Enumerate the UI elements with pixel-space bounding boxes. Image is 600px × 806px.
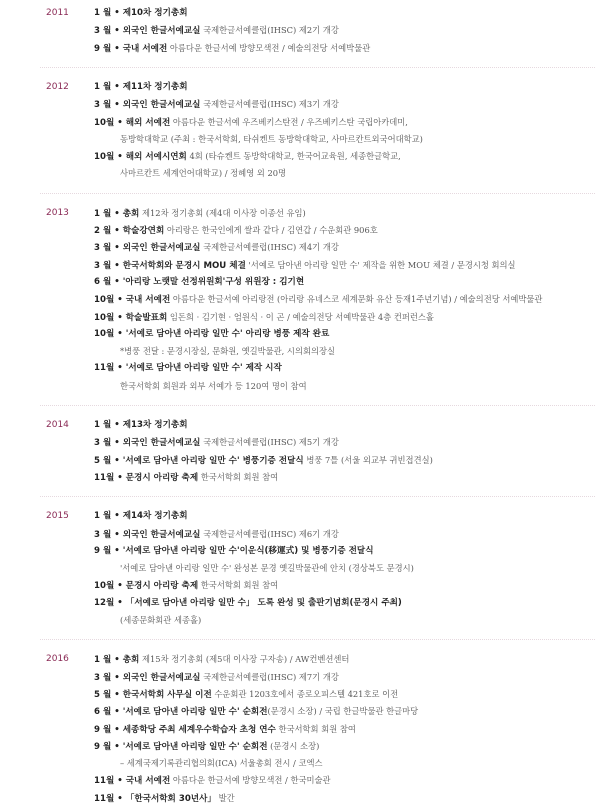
timeline-entry <box>94 240 594 255</box>
timeline-entry <box>94 97 594 112</box>
entry-month: 12월 <box>94 597 118 608</box>
entry-detail: 국제한글서예클럽(IHSC) 제2기 개강 <box>200 25 339 36</box>
entry-month: 11월 <box>94 793 118 804</box>
entry-title: • 국내 서예전 <box>117 776 171 787</box>
timeline-entry <box>94 470 594 485</box>
entry-continuation: 한국서학회 회원과 외부 서예가 등 120여 명이 참여 <box>120 380 307 391</box>
entry-detail: 국제한글서예클럽(IHSC) 제6기 개강 <box>200 528 339 539</box>
entry-month: 3 월 <box>94 260 115 271</box>
entry-detail: 수운회관 1203호에서 종로오피스텔 421호로 이전 <box>211 688 399 699</box>
entry-month: 10월 <box>94 581 118 592</box>
entry-title: • 외국인 한글서예교실 <box>114 243 201 254</box>
timeline-entry <box>94 361 594 375</box>
year-label: 2011 <box>46 8 69 18</box>
entry-month: 3 월 <box>94 672 115 683</box>
entry-title: • 제14차 정기총회 <box>114 511 188 522</box>
entry-month: 10월 <box>94 295 118 306</box>
timeline-entry <box>94 509 594 523</box>
timeline-entry <box>94 80 594 94</box>
entry-continuation: *병풍 전달 : 문경시장실, 문화원, 옛길박물관, 시의회의장실 <box>120 346 336 357</box>
entry-detail: 제15차 정기총회 (제5대 이사장 구자송) / AW컨벤션센터 <box>139 654 350 665</box>
entry-month: 10월 <box>94 312 118 323</box>
entry-title: • 제11차 정기총회 <box>114 81 188 92</box>
entry-continuation: 사마르칸트 세계언어대학교) / 정혜영 외 20명 <box>120 168 287 179</box>
timeline-entry <box>94 327 594 341</box>
entry-title: • '서예로 담아낸 아리랑 일만 수' 아리랑 병풍 제작 완료 <box>117 328 330 339</box>
entry-detail: 발간 <box>216 792 235 803</box>
entry-month: 6 월 <box>94 276 115 287</box>
entry-detail: 아름다운 한글서예 우즈베키스탄전 / 우즈베키스탄 국립아카데미, <box>170 116 408 127</box>
entry-month: 1 월 <box>94 511 115 522</box>
entry-title: • 총회 <box>114 208 140 219</box>
timeline-entry <box>94 41 594 56</box>
entry-title: • 문경시 아리랑 축제 <box>117 581 199 592</box>
entry-title: • 「한국서학회 30년사」 <box>117 793 217 804</box>
entry-detail: 아름다운 한글서예 방향모색전 / 예술의전당 서예박물관 <box>167 42 371 53</box>
year-label: 2013 <box>46 207 69 218</box>
entry-title: • 학술강연회 <box>114 226 165 236</box>
entry-month: 3 월 <box>94 100 115 111</box>
entry-title: • 외국인 한글서예교실 <box>114 529 201 540</box>
entry-month: 11월 <box>94 472 118 483</box>
entry-month: 3 월 <box>94 438 115 449</box>
entry-title: • 한국서학회 사무실 이전 <box>114 689 212 700</box>
year-separator <box>40 639 595 640</box>
year-separator <box>40 193 595 194</box>
timeline-entry <box>94 206 594 221</box>
timeline-entry <box>94 258 594 273</box>
entry-month: 9 월 <box>94 43 115 54</box>
entry-title: • 한국서학회와 문경시 MOU 체결 <box>114 260 246 271</box>
entry-detail: 4회 (타슈켄트 동방학대학교, 한국어교육원, 세종한글학교, <box>186 151 401 162</box>
entry-title: • 외국인 한글서예교실 <box>114 438 201 449</box>
entry-title: • '서예로 담아낸 아리랑 일만 수' 제작 시작 <box>117 363 282 374</box>
timeline-entry <box>94 687 594 702</box>
year-label: 2015 <box>46 511 69 522</box>
timeline-entry <box>94 435 594 450</box>
entry-month: 2 월 <box>94 226 115 236</box>
timeline-entry <box>94 453 594 468</box>
entry-month: 3 월 <box>94 243 115 254</box>
timeline-entry <box>94 418 594 432</box>
entry-month: 5 월 <box>94 455 115 466</box>
entry-month: 9 월 <box>94 545 115 556</box>
timeline-entry <box>94 791 594 806</box>
timeline-entry <box>94 292 594 307</box>
timeline-entry <box>94 704 594 719</box>
year-separator <box>40 405 595 406</box>
entry-detail: 임돈희 · 김기현 · 엄원식 · 이 곤 / 예술의전당 서예박물관 4층 컨퍼런스홀 <box>167 311 434 322</box>
entry-month: 10월 <box>94 328 118 339</box>
entry-month: 1 월 <box>94 8 115 18</box>
entry-month: 1 월 <box>94 81 115 92</box>
entry-detail: 국제한글서예클럽(IHSC) 제7기 개강 <box>200 671 339 682</box>
entry-title: • 국내 서예전 <box>114 43 168 54</box>
entry-title: • 외국인 한글서예교실 <box>114 26 201 37</box>
entry-title: • 문경시 아리랑 축제 <box>117 472 199 483</box>
entry-month: 11월 <box>94 363 118 374</box>
entry-detail: 아름다운 한글서예 아리랑전 (아리랑 유네스코 세계문화 유산 등재1주년기념) / 예술의전당 서예박물관 <box>170 294 543 305</box>
entry-continuation: 동방학대학교 (주최 : 한국서학회, 타쉬켄트 동방학대학교, 사마르칸트외국어대학교) <box>120 133 423 144</box>
year-separator <box>40 496 595 497</box>
entry-month: 10월 <box>94 152 118 163</box>
year-label: 2012 <box>46 81 69 92</box>
entry-month: 10월 <box>94 117 118 128</box>
entry-month: 11월 <box>94 776 118 787</box>
entry-title: • 외국인 한글서예교실 <box>114 672 201 683</box>
entry-detail: 한국서학회 회원 참여 <box>275 723 356 734</box>
entry-detail: 한국서학회 회원 참여 <box>198 580 279 591</box>
entry-title: • 세종학당 주최 세계우수학습자 초청 연수 <box>114 724 276 735</box>
year-label: 2014 <box>46 420 69 430</box>
entry-title: • '서예로 담아낸 아리랑 일만 수' 순회전 <box>114 741 268 752</box>
entry-month: 5 월 <box>94 689 115 700</box>
entry-detail: 국제한글서예클럽(IHSC) 제4기 개강 <box>200 242 339 253</box>
entry-title: • 해외 서예시연회 <box>117 152 187 163</box>
timeline-entry <box>94 310 594 325</box>
year-label: 2016 <box>46 654 69 665</box>
timeline-entry <box>94 23 594 38</box>
entry-detail: 국제한글서예클럽(IHSC) 제5기 개강 <box>200 437 339 448</box>
timeline-entry <box>94 149 594 164</box>
entry-continuation: '서예로 담아낸 아리랑 일만 수' 완성본 문경 옛길박물관에 안치 (경상북도 문경시) <box>120 563 414 574</box>
entry-continuation: – 세계국제기록관리협의회(ICA) 서울총회 전시 / 코엑스 <box>120 758 323 769</box>
entry-title: • 「서예로 담아낸 아리랑 일만 수」 도록 완성 및 출판기념회(문경시 주최) <box>117 597 402 608</box>
timeline-entry <box>94 223 594 238</box>
timeline-entry <box>94 527 594 542</box>
entry-month: 3 월 <box>94 529 115 540</box>
timeline-entry <box>94 115 594 130</box>
entry-detail: '서예로 담아낸 아리랑 일만 수' 제작을 위한 MOU 체결 / 문경시청 회의실 <box>245 259 516 270</box>
entry-month: 9 월 <box>94 741 115 752</box>
entry-title: • '서예로 담아낸 아리랑 일만 수' 병풍기증 전달식 <box>114 455 304 466</box>
timeline-entry <box>94 6 594 20</box>
entry-detail: (문경시 소장) <box>267 740 320 751</box>
entry-title: • 해외 서예전 <box>117 117 171 128</box>
entry-detail: 병풍 7틀 (서울 외교부 귀빈접견실) <box>303 454 433 465</box>
timeline-entry <box>94 596 594 610</box>
entry-title: • '서예로 담아낸 아리랑 일만 수'이운식(移運式) 및 병풍기증 전달식 <box>114 545 374 556</box>
timeline-entry <box>94 652 594 667</box>
entry-detail: 아름다운 한글서예 방향모색전 / 한국미술관 <box>170 775 331 786</box>
entry-detail: 아리랑은 한국인에게 쌀과 같다 / 김연갑 / 수운회관 906호 <box>164 225 378 235</box>
entry-month: 9 월 <box>94 724 115 735</box>
entry-month: 1 월 <box>94 208 115 219</box>
timeline-entry <box>94 670 594 685</box>
timeline-entry <box>94 275 594 289</box>
timeline-entry <box>94 578 594 593</box>
entry-title: • 학술발표회 <box>117 312 168 323</box>
timeline-entry <box>94 739 594 754</box>
entry-continuation: (세종문화회관 세종홀) <box>120 615 202 625</box>
timeline-entry <box>94 544 594 558</box>
entry-month: 3 월 <box>94 26 115 37</box>
year-separator <box>40 67 595 68</box>
entry-month: 1 월 <box>94 655 115 666</box>
entry-detail: 제12차 정기총회 (제4대 이사장 이종선 유임) <box>139 207 306 218</box>
entry-title: • 총회 <box>114 655 140 666</box>
entry-month: 1 월 <box>94 420 115 430</box>
entry-title: • 제13차 정기총회 <box>114 420 188 430</box>
entry-title: • '서예로 담아낸 아리랑 일만 수' 순회전 <box>114 707 268 718</box>
entry-detail: 국제한글서예클럽(IHSC) 제3기 개강 <box>200 99 339 110</box>
entry-detail: (문경시 소장) / 국립 한글박물관 한글마당 <box>267 706 419 717</box>
timeline-entry <box>94 722 594 737</box>
entry-month: 6 월 <box>94 707 115 718</box>
timeline-entry <box>94 773 594 788</box>
entry-title: • 외국인 한글서예교실 <box>114 100 201 111</box>
entry-detail: 한국서학회 회원 참여 <box>198 471 279 482</box>
entry-title: • '아리랑 노랫말 선정위원회'구성 위원장 : 김기현 <box>114 276 305 287</box>
entry-title: • 국내 서예전 <box>117 295 171 306</box>
entry-title: • 제10차 정기총회 <box>114 8 188 18</box>
